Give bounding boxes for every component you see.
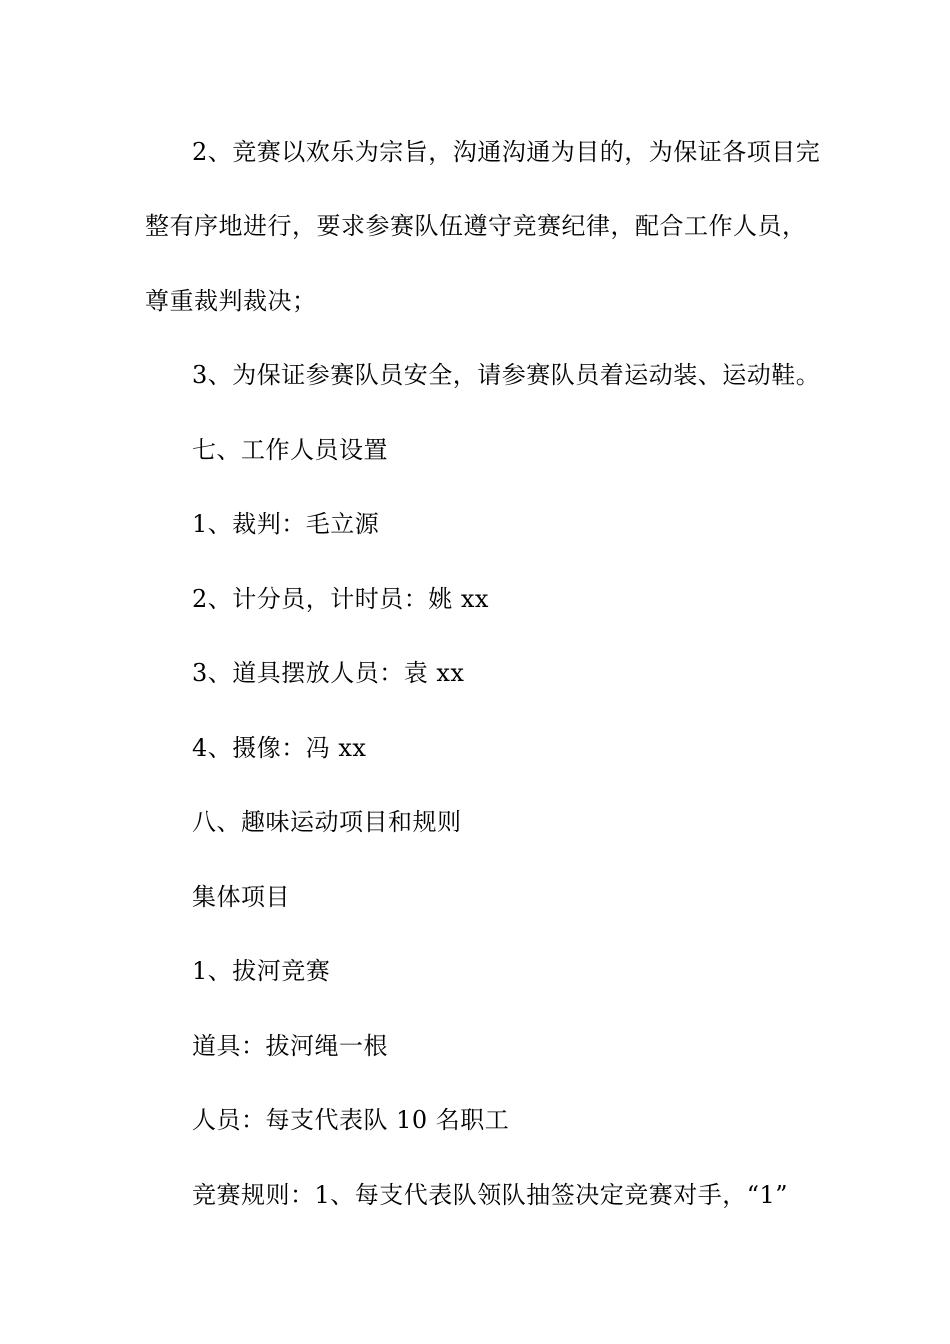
event-tug-of-war-title: 1、拔河竞赛 xyxy=(192,957,331,985)
staff-referee: 1、裁判：毛立源 xyxy=(192,510,380,538)
paragraph-rule-2-line-2: 整有序地进行，要求参赛队伍遵守竞赛纪律，配合工作人员， xyxy=(145,212,807,240)
staff-scorekeeper: 2、计分员，计时员：姚 xx xyxy=(192,585,489,613)
event-props: 道具：拔河绳一根 xyxy=(192,1032,388,1060)
paragraph-rule-2-line-3: 尊重裁判裁决； xyxy=(145,287,317,315)
paragraph-rule-2-line-1: 2、竞赛以欢乐为宗旨，沟通沟通为目的，为保证各项目完 xyxy=(192,138,821,166)
paragraph-rule-3: 3、为保证参赛队员安全，请参赛队员着运动装、运动鞋。 xyxy=(192,361,821,389)
section-heading-events: 八、趣味运动项目和规则 xyxy=(192,808,462,836)
subheading-team-events: 集体项目 xyxy=(192,883,290,911)
event-participants: 人员：每支代表队 10 名职工 xyxy=(192,1106,510,1134)
staff-props: 3、道具摆放人员：袁 xx xyxy=(192,659,465,687)
staff-camera: 4、摄像：冯 xx xyxy=(192,734,367,762)
section-heading-staff: 七、工作人员设置 xyxy=(192,436,388,464)
event-rules: 竞赛规则：1、每支代表队领队抽签决定竞赛对手，“1” xyxy=(192,1181,789,1209)
